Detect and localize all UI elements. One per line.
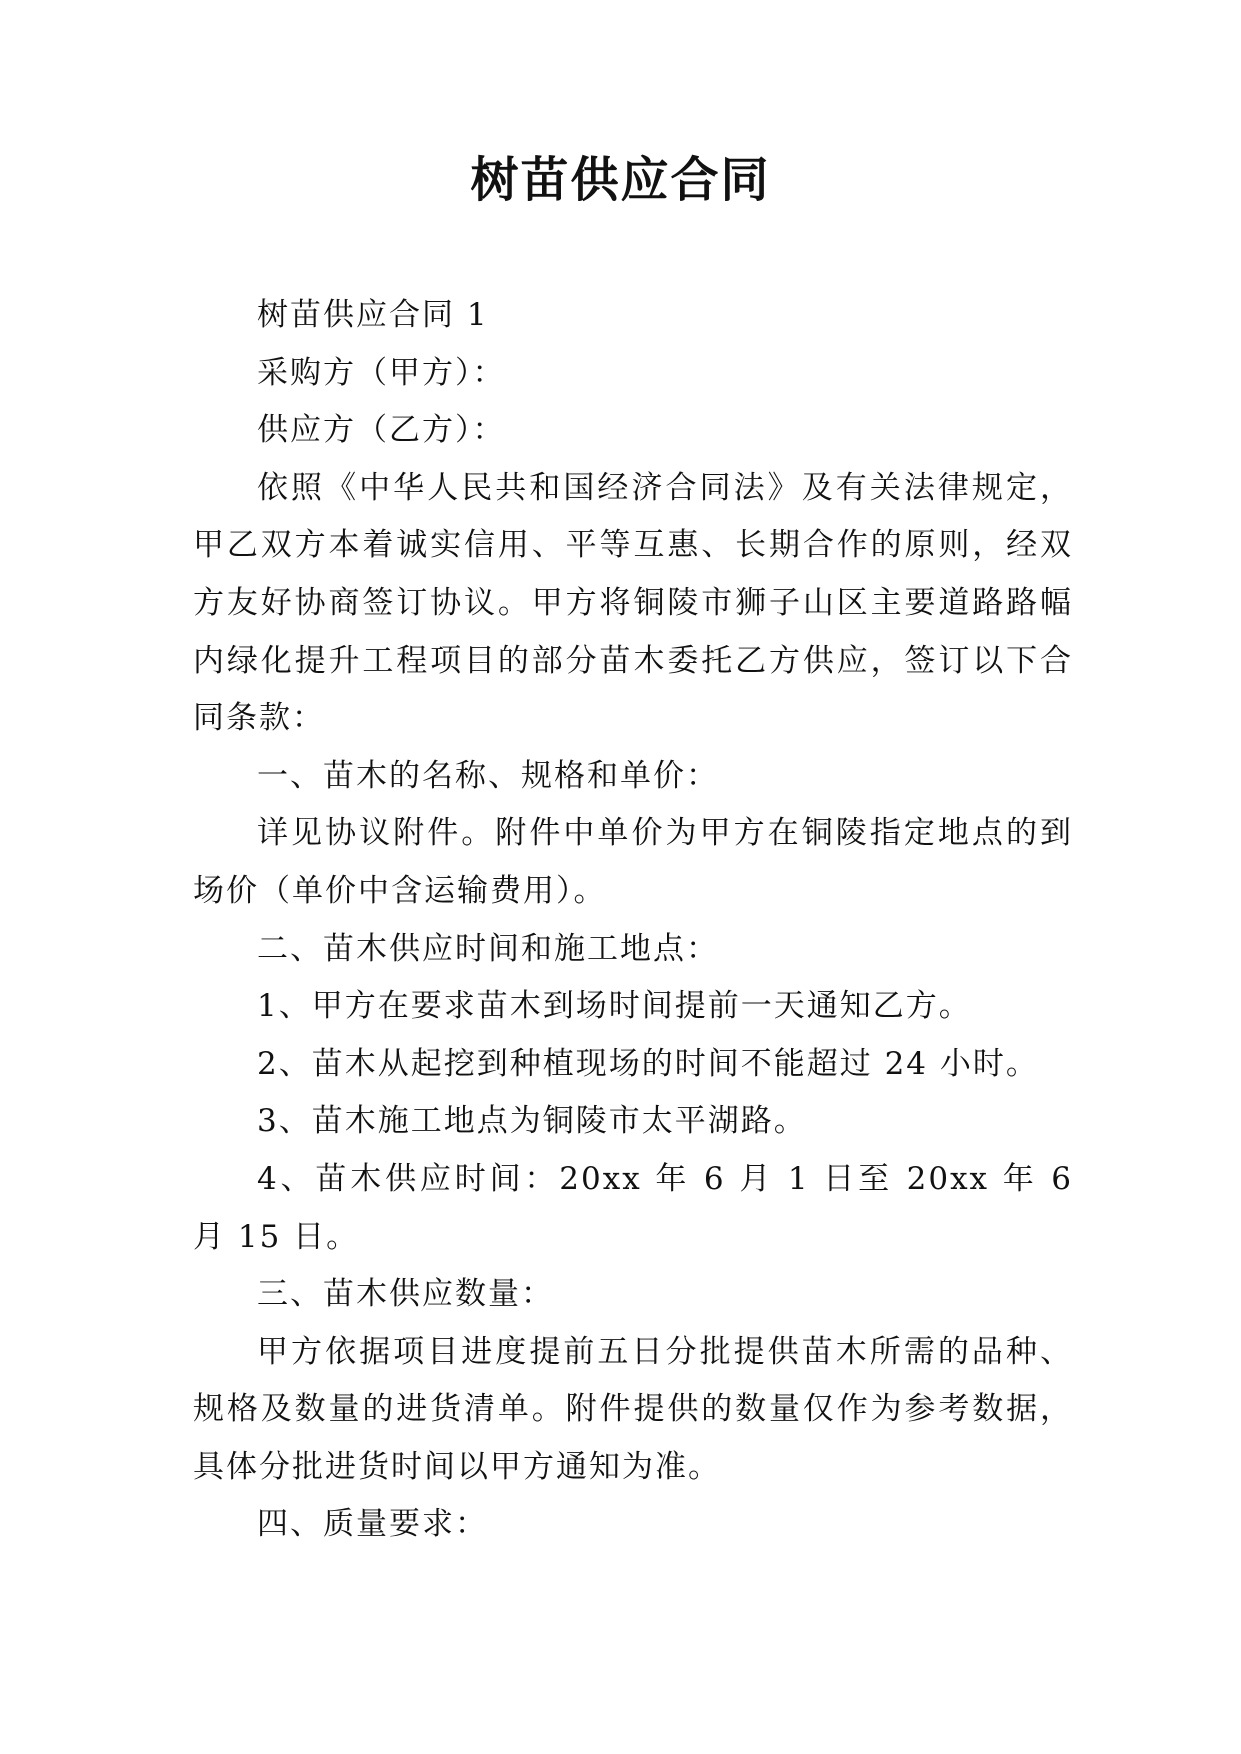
- section-heading-2: 二、苗木供应时间和施工地点：: [257, 930, 719, 967]
- document-body: [193, 287, 1073, 1554]
- preamble-paragraph: 依照《中华人民共和国经济合同法》及有关法律规定，甲乙双方本着诚实信用、平等互惠、长期合作的原则，经双方友好协商签订协议。甲方将铜陵市狮子山区主要道路路幅内绿化提升工程项目的部分苗木委托乙方供应，签订以下合同条款：: [193, 469, 1073, 737]
- supplier-party-line: 供应方（乙方）：: [257, 412, 506, 449]
- document-title: 树苗供应合同: [470, 152, 771, 208]
- section-heading-4: 四、质量要求：: [257, 1506, 488, 1543]
- section-2-item-3: 3、苗木施工地点为铜陵市太平湖路。: [257, 1103, 807, 1140]
- buyer-party-line: 采购方（甲方）：: [257, 354, 506, 391]
- section-1-paragraph: 详见协议附件。附件中单价为甲方在铜陵指定地点的到场价（单价中含运输费用）。: [193, 815, 1073, 909]
- section-3-paragraph: 甲方依据项目进度提前五日分批提供苗木所需的品种、规格及数量的进货清单。附件提供的数量仅作为参考数据，具体分批进货时间以甲方通知为准。: [193, 1333, 1073, 1485]
- section-heading-3: 三、苗木供应数量：: [257, 1276, 554, 1313]
- section-heading-1: 一、苗木的名称、规格和单价：: [257, 757, 719, 794]
- section-2-item-4: 4、苗木供应时间：20xx 年 6 月 1 日至 20xx 年 6 月 15 日。: [193, 1160, 1073, 1255]
- section-2-item-2: 2、苗木从起挖到种植现场的时间不能超过 24 小时。: [257, 1045, 1039, 1082]
- document-subtitle: 树苗供应合同 1: [257, 297, 489, 333]
- section-2-item-1: 1、甲方在要求苗木到场时间提前一天通知乙方。: [257, 988, 972, 1025]
